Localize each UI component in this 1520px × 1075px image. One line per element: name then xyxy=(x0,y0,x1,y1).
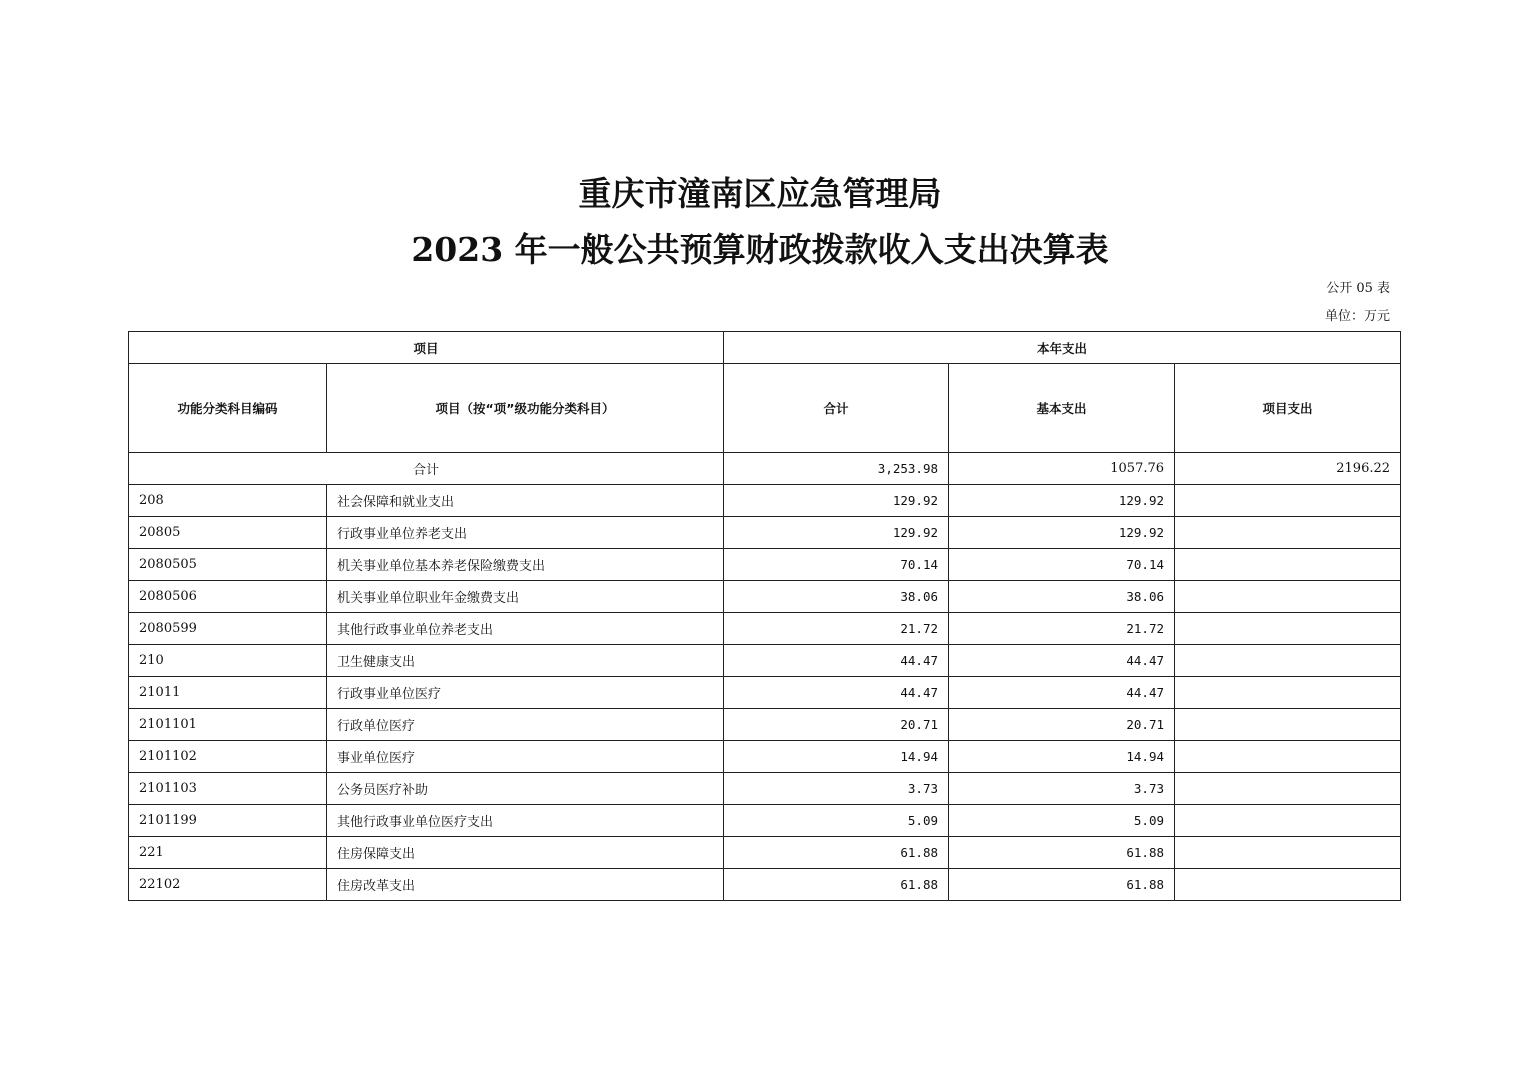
row-code: 20805 xyxy=(129,517,327,549)
row-basic: 44.47 xyxy=(949,677,1175,709)
document-title-line-2: 2023 年一般公共预算财政拨款收入支出决算表 xyxy=(411,230,1109,269)
row-item: 行政事业单位医疗 xyxy=(327,677,724,709)
row-basic: 5.09 xyxy=(949,805,1175,837)
header-group-items: 项目 xyxy=(129,332,724,364)
table-row xyxy=(129,869,1401,901)
row-code: 2080505 xyxy=(129,549,327,581)
row-item: 卫生健康支出 xyxy=(327,645,724,677)
row-basic: 3.73 xyxy=(949,773,1175,805)
row-code: 22102 xyxy=(129,869,327,901)
total-basic: 1057.76 xyxy=(949,453,1175,485)
row-project xyxy=(1175,709,1401,741)
header-group-row xyxy=(129,332,1401,364)
row-total: 14.94 xyxy=(724,741,949,773)
table-row xyxy=(129,517,1401,549)
row-total: 70.14 xyxy=(724,549,949,581)
row-basic: 61.88 xyxy=(949,837,1175,869)
table-row xyxy=(129,581,1401,613)
row-item: 其他行政事业单位医疗支出 xyxy=(327,805,724,837)
row-project xyxy=(1175,837,1401,869)
table-row xyxy=(129,677,1401,709)
total-label: 合计 xyxy=(129,453,724,485)
row-basic: 70.14 xyxy=(949,549,1175,581)
column-header-item: 项目（按“项”级功能分类科目） xyxy=(327,364,724,453)
row-project xyxy=(1175,613,1401,645)
row-total: 44.47 xyxy=(724,677,949,709)
row-project xyxy=(1175,677,1401,709)
row-total: 61.88 xyxy=(724,837,949,869)
row-code: 2101103 xyxy=(129,773,327,805)
row-basic: 21.72 xyxy=(949,613,1175,645)
row-total: 21.72 xyxy=(724,613,949,645)
row-code: 2101101 xyxy=(129,709,327,741)
table-row xyxy=(129,709,1401,741)
row-project xyxy=(1175,741,1401,773)
row-item: 行政事业单位养老支出 xyxy=(327,517,724,549)
row-item: 住房改革支出 xyxy=(327,869,724,901)
row-basic: 38.06 xyxy=(949,581,1175,613)
row-code: 210 xyxy=(129,645,327,677)
table-row xyxy=(129,741,1401,773)
row-item: 住房保障支出 xyxy=(327,837,724,869)
column-header-project: 项目支出 xyxy=(1175,364,1401,453)
row-project xyxy=(1175,549,1401,581)
row-total: 38.06 xyxy=(724,581,949,613)
row-basic: 20.71 xyxy=(949,709,1175,741)
row-item: 机关事业单位职业年金缴费支出 xyxy=(327,581,724,613)
row-code: 2101102 xyxy=(129,741,327,773)
row-project xyxy=(1175,869,1401,901)
row-basic: 61.88 xyxy=(949,869,1175,901)
row-total: 129.92 xyxy=(724,517,949,549)
row-code: 208 xyxy=(129,485,327,517)
row-total: 61.88 xyxy=(724,869,949,901)
table-row xyxy=(129,485,1401,517)
row-total: 5.09 xyxy=(724,805,949,837)
row-item: 公务员医疗补助 xyxy=(327,773,724,805)
row-code: 221 xyxy=(129,837,327,869)
row-code: 2101199 xyxy=(129,805,327,837)
table-row xyxy=(129,645,1401,677)
total-row xyxy=(129,453,1401,485)
row-total: 44.47 xyxy=(724,645,949,677)
table-row xyxy=(129,805,1401,837)
row-basic: 44.47 xyxy=(949,645,1175,677)
row-project xyxy=(1175,773,1401,805)
row-code: 21011 xyxy=(129,677,327,709)
column-header-total: 合计 xyxy=(724,364,949,453)
row-item: 机关事业单位基本养老保险缴费支出 xyxy=(327,549,724,581)
row-project xyxy=(1175,805,1401,837)
row-basic: 14.94 xyxy=(949,741,1175,773)
form-number: 公开 05 表 xyxy=(1326,281,1390,296)
total-amount: 3,253.98 xyxy=(724,453,949,485)
header-group-expenditure: 本年支出 xyxy=(724,332,1401,364)
row-project xyxy=(1175,517,1401,549)
row-project xyxy=(1175,645,1401,677)
row-item: 行政单位医疗 xyxy=(327,709,724,741)
document-title-line-1: 重庆市潼南区应急管理局 xyxy=(578,174,942,213)
table-row xyxy=(129,773,1401,805)
row-total: 20.71 xyxy=(724,709,949,741)
row-basic: 129.92 xyxy=(949,517,1175,549)
row-project xyxy=(1175,581,1401,613)
unit-label: 单位：万元 xyxy=(1324,309,1390,324)
column-header-basic: 基本支出 xyxy=(949,364,1175,453)
row-project xyxy=(1175,485,1401,517)
total-project: 2196.22 xyxy=(1175,453,1401,485)
table-row xyxy=(129,613,1401,645)
row-code: 2080599 xyxy=(129,613,327,645)
row-code: 2080506 xyxy=(129,581,327,613)
row-item: 社会保障和就业支出 xyxy=(327,485,724,517)
row-item: 其他行政事业单位养老支出 xyxy=(327,613,724,645)
table-row xyxy=(129,549,1401,581)
column-header-code: 功能分类科目编码 xyxy=(129,364,327,453)
column-header-row xyxy=(129,364,1401,453)
row-basic: 129.92 xyxy=(949,485,1175,517)
table-row xyxy=(129,837,1401,869)
row-item: 事业单位医疗 xyxy=(327,741,724,773)
row-total: 129.92 xyxy=(724,485,949,517)
row-total: 3.73 xyxy=(724,773,949,805)
budget-table xyxy=(128,331,1401,901)
